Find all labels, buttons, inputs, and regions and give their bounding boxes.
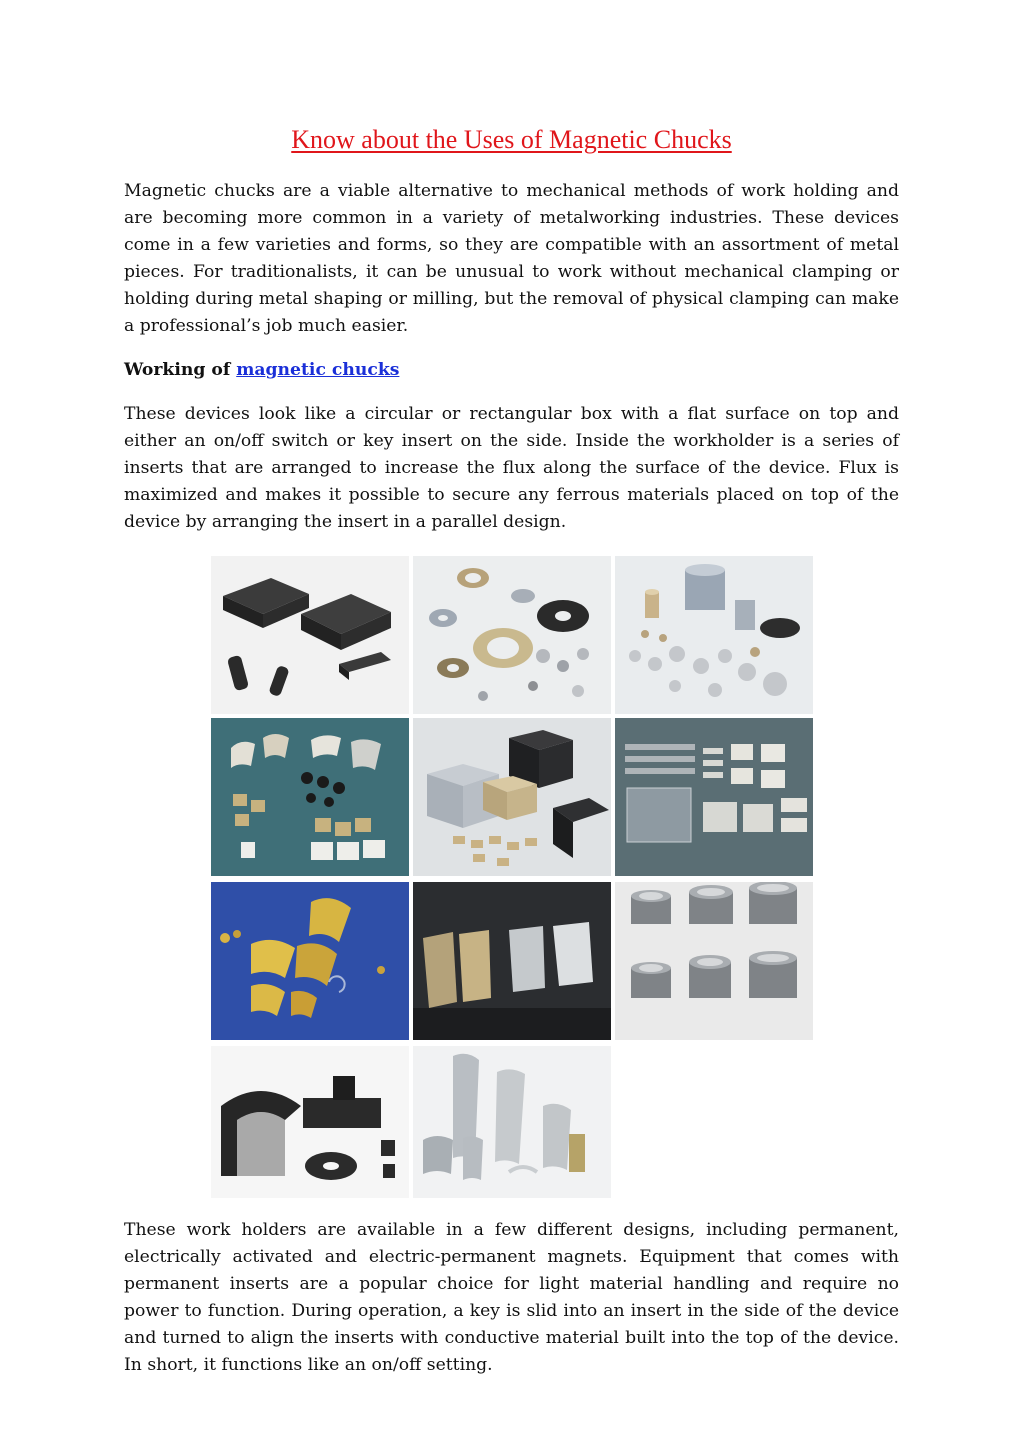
magnet-image-gallery xyxy=(211,556,813,1198)
section-heading xyxy=(124,357,399,384)
magnetic-chucks-link[interactable]: magnetic chucks xyxy=(236,360,400,380)
section-heading-prefix: Working of xyxy=(124,360,237,380)
gallery-image-black-arc-and-ring-magnets xyxy=(211,1046,409,1198)
intro-paragraph: Magnetic chucks are a viable alternative to mechanical methods of work holding and are becoming more common in a variety of metalworking industries. These devices come in a few varieties and forms, so they are compatible with an assortment of metal pieces. For traditionalists, it can be unusual to work without mechanical clamping or holding during metal shaping or milling, but the removal of physical clamping can make a professional’s job much easier. xyxy=(124,181,899,336)
gallery-image-plated-bar-magnets xyxy=(413,882,611,1040)
gallery-image-silver-arc-magnets xyxy=(413,1046,611,1198)
gallery-image-block-magnets-assortment xyxy=(413,718,611,876)
working-paragraph: These devices look like a circular or rectangular box with a flat surface on top and either an on/off switch or key insert on the side. Inside the workholder is a series of inserts that are arranged to increase the flux along the surface of the device. Flux is maximized and makes it possible to secure any ferrous materials placed on top of the device by arranging the insert in a parallel design. xyxy=(124,404,899,532)
gallery-image-black-ferrite-blocks xyxy=(211,556,409,714)
gallery-image-gold-arc-magnets xyxy=(211,882,409,1040)
gallery-image-ring-and-disc-magnets xyxy=(413,556,611,714)
designs-paragraph: These work holders are available in a few different designs, including permanent, electrically activated and electric-permanent magnets. Equipment that comes with permanent inserts are a popular choice for light material handling and require no power to function. During operation, a key is slid into an insert in the side of the device and turned to align the inserts with conductive material built into the top of the device. In short, it functions like an on/off setting. xyxy=(124,1220,899,1375)
gallery-image-cylinder-and-disc-magnets xyxy=(615,556,813,714)
gallery-image-rectangular-plate-magnets xyxy=(615,718,813,876)
page-title: Know about the Uses of Magnetic Chucks xyxy=(291,125,732,154)
gallery-image-ring-magnets-grey xyxy=(615,882,813,1040)
gallery-image-arc-segment-magnets xyxy=(211,718,409,876)
